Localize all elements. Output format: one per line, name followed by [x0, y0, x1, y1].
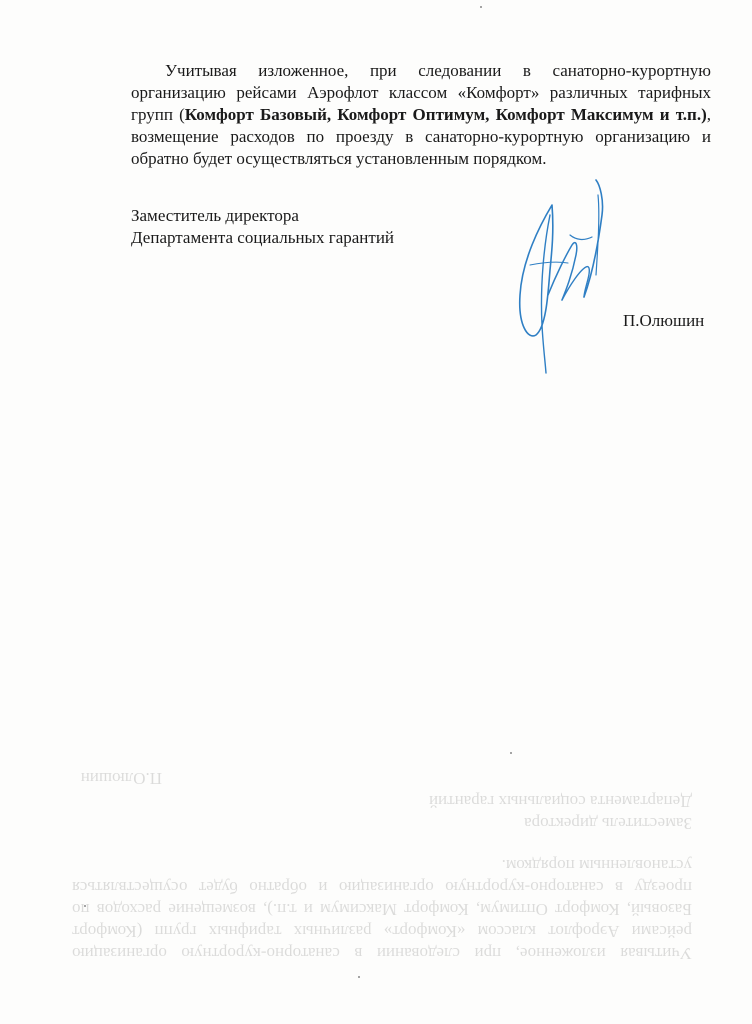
signer-name: П.Олюшин — [623, 311, 705, 330]
signer-title-block — [131, 205, 394, 249]
signer-title-line-2: Департамента социальных гарантий — [131, 228, 395, 247]
paragraph-intro-text: Учитывая изложенное, при следовании в санаторно-курортную организацию рейсами Аэрофлот классом «Комфорт» различных тарифных групп ( — [131, 61, 711, 124]
paragraph-rest-text: , возмещение расходов по проезду в санаторно-курортную организацию и обратно будет осуществляться установленным порядком. — [131, 105, 711, 168]
paper-speck — [480, 6, 482, 8]
paper-speck — [358, 976, 360, 978]
body-paragraph — [131, 60, 711, 170]
signer-title-line-1: Заместитель директора — [131, 206, 299, 225]
paragraph-bold-text: Комфорт Базовый, Комфорт Оптимум, Комфорт Максимум и т.п.) — [184, 105, 707, 124]
paper-speck — [84, 905, 86, 907]
handwritten-signature — [500, 175, 630, 385]
paper-show-through: Учитывая изложенное, при следовании в санаторно-курортную организацию рейсами Аэрофлот классом «Комфорт» различных тарифных групп (Комфорт Базовый, Комфорт Оптимум, Комфорт Максимум и т.п.), возмещение расходов по проезду в санаторно-курортную организацию и обратно будет осуществляться установленным порядком. Заместитель директора Департамента социальных гарантий П.Олюшин — [72, 769, 692, 963]
paper-speck — [510, 752, 512, 754]
